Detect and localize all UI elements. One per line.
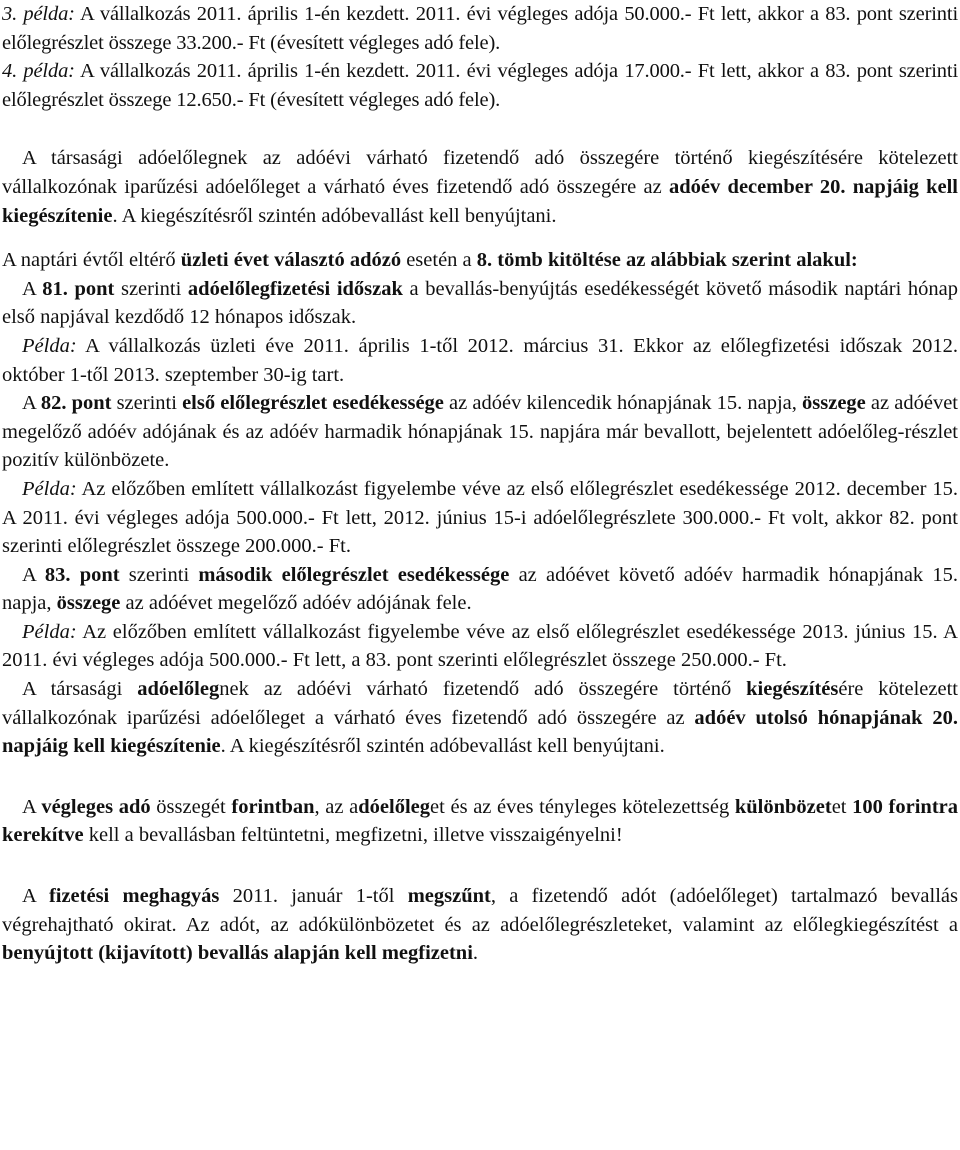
paragraph-final-tax-rounding: A végleges adó összegét forintban, az adóelőleget és az éves tényleges kötelezettség különbözetet 100 forintra kerekítve kell a bevallásban feltüntetni, megfizetni, illetve visszaigényelni! — [2, 795, 958, 847]
paragraph-point-81: A 81. pont szerinti adóelőlegfizetési időszak a bevallás-benyújtás esedékességét követő második naptári hónap első napjával kezdődő 12 hónapos időszak. — [2, 277, 958, 329]
paragraph-completion-rule: A társasági adóelőlegnek az adóévi várható fizetendő adó összegére történő kiegészítésére kötelezett vállalkozónak iparűzési adóelőleget a várható éves fizetendő adó összegére az adóév december 20. napjáig kell kiegészítenie. A kiegészítésről szintén adóbevallást kell benyújtani. — [2, 147, 958, 227]
example-4: 4. példa: A vállalkozás 2011. április 1-én kezdett. 2011. évi végleges adója 17.000.- Ft lett, akkor a 83. pont szerinti előlegrészlet összege 12.650.- Ft (évesített végleges adó fele). — [2, 60, 958, 111]
example-label: Példa: — [22, 620, 77, 643]
example-point-82: Példa: Az előzőben említett vállalkozást figyelembe véve az első előlegrészlet esedékessége 2012. december 15. A 2011. évi végleges adója 500.000.- Ft lett, 2012. június 15-i adóelőlegrészlete 300.000.- Ft volt, akkor 82. pont szerinti előlegrészlet összege 200.000.- Ft. — [2, 477, 958, 558]
example-label: Példa: — [22, 334, 77, 357]
paragraph-point-82: A 82. pont szerinti első előlegrészlet esedékessége az adóév kilencedik hónapjának 15. napja, összege az adóévet megelőző adóév adójának és az adóév harmadik hónapjának 15. napjára már bevallott, bejelentett adóelőleg-részlet pozitív különbözete. — [2, 392, 958, 472]
example-point-83: Példa: Az előzőben említett vállalkozást figyelembe véve az első előlegrészlet esedékessége 2013. június 15. A 2011. évi végleges adója 500.000.- Ft lett, a 83. pont szerinti előlegrészlet összege 250.000.- Ft. — [2, 620, 958, 672]
example-point-81: Példa: A vállalkozás üzleti éve 2011. április 1-től 2012. március 31. Ekkor az előlegfizetési időszak 2012. október 1-től 2013. szeptember 30-ig tart. — [2, 334, 958, 386]
paragraph-payment-order: A fizetési meghagyás 2011. január 1-től megszűnt, a fizetendő adót (adóelőleget) tartalmazó bevallás végrehajtható okirat. Az adót, az adókülönbözetet és az adóelőlegrészleteket, valamint az előlegkiegészítést a benyújtott (kijavított) bevallás alapján kell megfizetni. — [2, 885, 958, 965]
paragraph-point-83: A 83. pont szerinti második előlegrészlet esedékessége az adóévet követő adóév harmadik hónapjának 15. napja, összege az adóévet megelőző adóév adójának fele. — [2, 563, 958, 615]
paragraph-last-month-completion: A társasági adóelőlegnek az adóévi várható fizetendő adó összegére történő kiegészítésére kötelezett vállalkozónak iparűzési adóelőleget a várható éves fizetendő adó összegére az adóév utolsó hónapjának 20. napjáig kell kiegészítenie. A kiegészítésről szintén adóbevallást kell benyújtani. — [2, 678, 958, 758]
example-label: 4. példa: — [2, 60, 75, 83]
example-label: 3. példa: — [2, 3, 75, 25]
example-3: 3. példa: A vállalkozás 2011. április 1-én kezdett. 2011. évi végleges adója 50.000.- Ft lett, akkor a 83. pont szerinti előlegrészlet összege 33.200.- Ft (évesített végleges adó fele). — [2, 3, 958, 54]
example-label: Példa: — [22, 477, 77, 500]
paragraph-business-year: A naptári évtől eltérő üzleti évet választó adózó esetén a 8. tömb kitöltése az alábbiak szerint alakul: — [2, 249, 858, 272]
